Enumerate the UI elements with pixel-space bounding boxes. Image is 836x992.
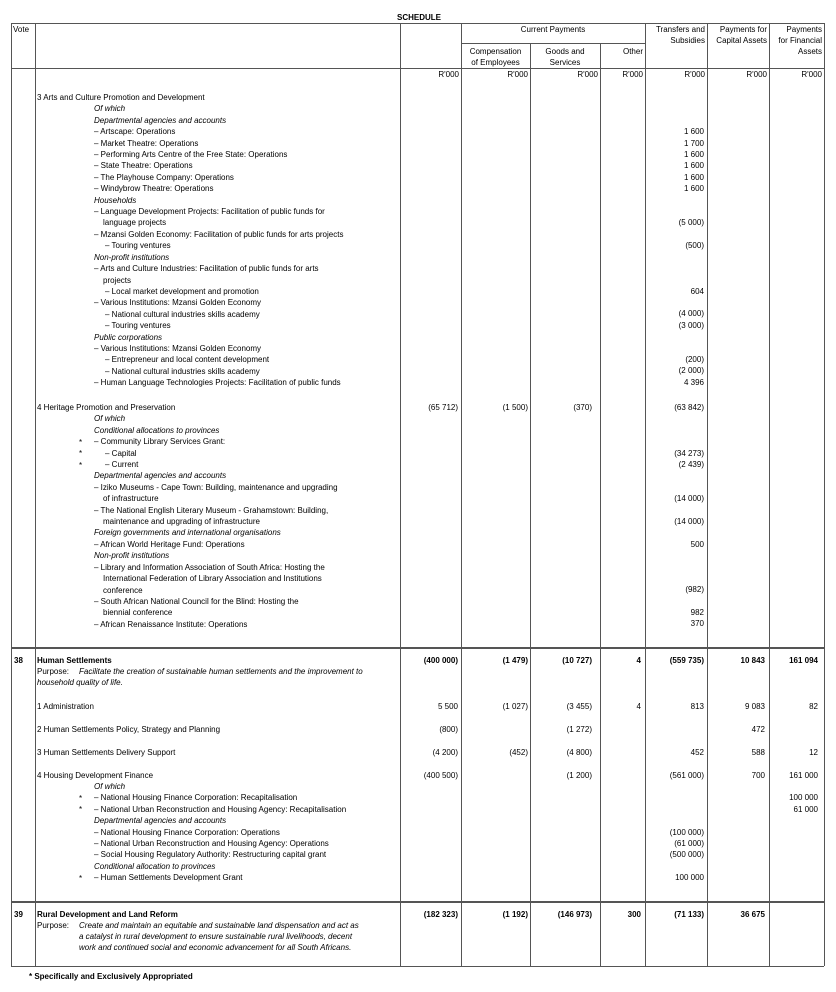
col-line — [707, 23, 708, 966]
section4-total: (65 712) — [428, 403, 458, 412]
line: – Local market development and promotion — [105, 286, 259, 296]
cell: 1 600 — [683, 161, 704, 171]
line: – Library and Information Association of South Africa: Hosting the — [94, 562, 325, 572]
vote38-capital: 10 843 — [740, 656, 765, 665]
cell-compensation: (452) — [509, 748, 528, 757]
col-line — [530, 43, 531, 966]
section3-transfers — [645, 92, 704, 388]
col-line — [461, 23, 462, 966]
cell — [645, 804, 704, 815]
vote38-financial: 161 094 — [789, 656, 818, 665]
cell: 1 600 — [683, 149, 704, 159]
programme-name: 1 Administration — [37, 702, 94, 711]
line: Conditional allocations to provinces — [94, 425, 220, 435]
header-line: Capital Assets — [716, 36, 767, 45]
cell: 1 600 — [683, 184, 704, 194]
cell-compensation: (1 027) — [502, 702, 528, 711]
cell — [645, 470, 704, 481]
vote39-separator — [11, 901, 824, 903]
line: – African World Heritage Fund: Operations — [94, 539, 245, 549]
line: – Mzansi Golden Economy: Facilitation of public funds for arts projects — [94, 229, 344, 239]
cell-financial: 82 — [809, 702, 818, 711]
cell — [645, 229, 704, 240]
line: – Windybrow Theatre: Operations — [94, 184, 214, 194]
cell — [645, 550, 704, 561]
programme-name: 4 Housing Development Finance — [37, 771, 154, 780]
cell: 1 700 — [683, 138, 704, 148]
vote39-other: 300 — [627, 910, 641, 919]
cell: 100 000 — [789, 793, 818, 803]
vote39-number: 39 — [14, 910, 23, 919]
asterisk-marker: * — [79, 449, 83, 458]
line: – African Renaissance Institute: Operations — [94, 619, 248, 629]
line: projects — [103, 275, 132, 285]
vote38-total: (400 000) — [423, 656, 458, 665]
cell-capital: 700 — [751, 771, 765, 780]
cell-goods: (4 800) — [566, 748, 592, 757]
line: – The Playhouse Company: Operations — [94, 172, 234, 182]
line: – Artscape: Operations — [94, 127, 176, 137]
cell — [769, 872, 818, 883]
line: – Iziko Museums - Cape Town: Building, maintenance and upgrading — [94, 482, 338, 492]
section4-compensation: (1 500) — [502, 403, 528, 412]
cell-goods: (3 455) — [566, 702, 592, 711]
cell — [645, 436, 704, 447]
cell — [645, 482, 704, 493]
cell: (2 439) — [678, 459, 704, 469]
line: – National Housing Finance Corporation: Operations — [94, 827, 280, 837]
header-line: Compensation — [469, 47, 522, 56]
cell: (500) — [685, 241, 704, 251]
vote39-goods: (146 973) — [557, 910, 592, 919]
section4-transfers — [645, 402, 704, 630]
cell — [645, 573, 704, 584]
cell-capital: 9 083 — [744, 702, 765, 711]
transfers-header — [645, 24, 705, 46]
vote38-purpose-label: Purpose: — [37, 667, 70, 676]
cell-capital: 588 — [751, 748, 765, 757]
prog4-transfers — [645, 781, 704, 884]
cell-financial: 161 000 — [789, 771, 818, 780]
line: – Market Theatre: Operations — [94, 138, 199, 148]
line: Non-profit institutions — [94, 551, 170, 561]
cell — [645, 815, 704, 826]
line: Non-profit institutions — [94, 252, 170, 262]
cell: (500 000) — [669, 850, 704, 860]
asterisk-marker: * — [79, 461, 83, 470]
cell: 100 000 — [675, 873, 704, 883]
col-line — [400, 23, 401, 966]
line: language projects — [103, 218, 167, 228]
line: – National Housing Finance Corporation: Recapitalisation — [94, 793, 298, 803]
line: – Language Development Projects: Facilitation of public funds for — [94, 207, 325, 217]
line: – Arts and Culture Industries: Facilitation of public funds for arts — [94, 264, 319, 274]
purpose-line: a catalyst in rural development to ensure sustainable rural livelihoods, decent — [79, 932, 353, 941]
line: – Capital — [105, 448, 137, 458]
other-header: Other — [622, 47, 643, 56]
goods-header — [530, 46, 600, 68]
line: – Community Library Services Grant: — [94, 437, 226, 447]
line: of infrastructure — [103, 494, 159, 504]
vote39-purpose — [79, 920, 359, 953]
line: Households — [94, 195, 137, 205]
header-line: Subsidies — [670, 36, 705, 45]
cell — [645, 297, 704, 308]
vote-header: Vote — [13, 25, 30, 34]
vote38-other: 4 — [636, 656, 641, 665]
cell-transfers: 813 — [690, 702, 704, 711]
cell — [645, 561, 704, 572]
prog4-lines — [37, 781, 346, 884]
vote39-compensation: (1 192) — [502, 910, 528, 919]
line: – Human Language Technologies Projects: Facilitation of public funds — [94, 378, 341, 388]
line: Foreign governments and international organisations — [94, 528, 281, 538]
cell — [645, 596, 704, 607]
line: – South African National Council for the Blind: Hosting the — [94, 596, 299, 606]
line: biennial conference — [103, 608, 173, 618]
cell: (14 000) — [674, 494, 704, 504]
cell-capital: 472 — [751, 725, 765, 734]
line: – Touring ventures — [105, 321, 171, 331]
unit-transfers: R'000 — [684, 70, 705, 79]
header-line: Assets — [797, 47, 822, 56]
cell: (3 000) — [678, 320, 704, 330]
cell — [769, 815, 818, 826]
line: – Human Settlements Development Grant — [94, 873, 243, 883]
cell: (4 000) — [678, 309, 704, 319]
vote39-transfers: (71 133) — [674, 910, 704, 919]
vote39-capital: 36 675 — [740, 910, 765, 919]
line: – Entrepreneur and local content development — [105, 355, 270, 365]
asterisk-marker: * — [79, 794, 83, 803]
vote39-purpose-label: Purpose: — [37, 921, 70, 930]
line: conference — [103, 585, 143, 595]
col-line — [11, 23, 12, 966]
cell — [645, 206, 704, 217]
section3-lines — [37, 92, 343, 389]
header-line: Goods and — [545, 47, 585, 56]
vote38-transfers: (559 735) — [669, 656, 704, 665]
cell: (14 000) — [674, 516, 704, 526]
line: Of which — [94, 104, 126, 114]
cell-other: 4 — [636, 702, 641, 711]
cell-goods: (1 200) — [566, 771, 592, 780]
programme-name: 2 Human Settlements Policy, Strategy and Planning — [37, 725, 221, 734]
cell: 1 600 — [683, 172, 704, 182]
unit-other: R'000 — [622, 70, 643, 79]
line: – The National English Literary Museum - Grahamstown: Building, — [94, 505, 329, 515]
line: Of which — [94, 782, 126, 791]
prog4-financial — [769, 781, 818, 884]
purpose-line: household quality of life. — [37, 678, 123, 687]
cell-transfers: (561 000) — [669, 771, 704, 780]
unit-compensation: R'000 — [507, 70, 528, 79]
cell — [645, 527, 704, 538]
cell — [645, 861, 704, 872]
capital-header — [707, 24, 767, 46]
cell — [645, 343, 704, 354]
line: – National Urban Reconstruction and Housing Agency: Operations — [94, 839, 329, 849]
cell: (34 273) — [674, 448, 704, 458]
cell — [645, 331, 704, 342]
cell — [645, 195, 704, 206]
header-line: Payments for — [719, 25, 767, 34]
vote38-number: 38 — [14, 656, 23, 665]
line: – Touring ventures — [105, 241, 171, 251]
cell-financial: 12 — [809, 748, 818, 757]
vote38-compensation: (1 479) — [502, 656, 528, 665]
line: Departmental agencies and accounts — [94, 115, 227, 125]
line: – National cultural industries skills academy — [105, 366, 260, 376]
purpose-line: Facilitate the creation of sustainable human settlements and the improvement to — [79, 667, 363, 676]
col-line — [35, 23, 36, 966]
programme-name: 3 Arts and Culture Promotion and Development — [37, 93, 205, 102]
line: maintenance and upgrading of infrastructure — [103, 517, 260, 527]
cell — [645, 263, 704, 274]
vote38-goods: (10 727) — [562, 656, 592, 665]
cell-total: (4 200) — [432, 748, 458, 757]
cell — [645, 505, 704, 516]
cell: (200) — [685, 354, 704, 364]
current-payments-header: Current Payments — [520, 25, 586, 34]
cell — [769, 861, 818, 872]
cell: 4 396 — [683, 377, 704, 387]
cell — [645, 92, 704, 103]
cell — [645, 115, 704, 126]
line: Departmental agencies and accounts — [94, 471, 227, 481]
cell: 604 — [690, 286, 704, 296]
cell — [769, 849, 818, 860]
cell: (100 000) — [669, 827, 704, 837]
programme-name: 3 Human Settlements Delivery Support — [37, 748, 176, 757]
purpose-line: work and continued social and economic advancement for all South Africans. — [79, 943, 352, 952]
schedule-title: SCHEDULE — [396, 13, 441, 22]
cell — [645, 251, 704, 262]
table-bottom-border — [11, 966, 824, 967]
line: – Current — [105, 460, 139, 470]
header-line: Services — [549, 58, 581, 67]
cell: 1 600 — [683, 127, 704, 137]
cell — [645, 413, 704, 424]
cell-total: 5 500 — [437, 702, 458, 711]
financial-header — [769, 24, 822, 57]
cell: 61 000 — [793, 804, 818, 814]
unit-capital: R'000 — [746, 70, 767, 79]
header-line: Transfers and — [655, 25, 705, 34]
cell — [645, 274, 704, 285]
unit-total: R'000 — [438, 70, 459, 79]
col-line — [824, 23, 825, 966]
line: International Federation of Library Association and Institutions — [103, 574, 322, 584]
vote39-total: (182 323) — [423, 910, 458, 919]
cell: (2 000) — [678, 366, 704, 376]
line: Conditional allocation to provinces — [94, 861, 216, 871]
cell-total: (800) — [439, 725, 458, 734]
unit-goods: R'000 — [577, 70, 598, 79]
header-line: for Financial — [778, 36, 822, 45]
unit-financial: R'000 — [801, 70, 822, 79]
col-line — [600, 43, 601, 966]
cell: (63 842) — [674, 403, 704, 412]
current-payments-divider — [461, 43, 645, 44]
vote38-purpose — [37, 666, 363, 688]
asterisk-marker: * — [79, 438, 83, 447]
header-line: Payments — [786, 25, 822, 34]
cell: (61 000) — [674, 838, 704, 848]
footnote: * Specifically and Exclusively Appropriated — [29, 972, 193, 981]
cell: 982 — [690, 608, 704, 618]
vote39-name: Rural Development and Land Reform — [37, 910, 178, 919]
line: – Social Housing Regulatory Authority: Restructuring capital grant — [94, 850, 327, 860]
vote38-name: Human Settlements — [37, 656, 112, 665]
header-line: of Employees — [471, 58, 520, 67]
cell: 500 — [690, 539, 704, 549]
compensation-header — [461, 46, 530, 68]
section4-goods: (370) — [573, 403, 592, 412]
asterisk-marker: * — [79, 805, 83, 814]
cell — [645, 103, 704, 114]
line: – Various Institutions: Mzansi Golden Economy — [94, 343, 262, 353]
line: Public corporations — [94, 332, 163, 342]
cell — [769, 827, 818, 838]
line: – Various Institutions: Mzansi Golden Economy — [94, 298, 262, 308]
cell-total: (400 500) — [423, 771, 458, 780]
cell — [645, 792, 704, 803]
line: Departmental agencies and accounts — [94, 816, 227, 826]
cell — [769, 781, 818, 792]
line: Of which — [94, 414, 126, 424]
cell-transfers: 452 — [690, 748, 704, 757]
purpose-line: Create and maintain an equitable and sustainable land dispensation and act as — [79, 921, 359, 930]
cell — [645, 781, 704, 792]
line: – National Urban Reconstruction and Housing Agency: Recapitalisation — [94, 804, 347, 814]
asterisk-marker: * — [79, 874, 83, 883]
cell — [769, 838, 818, 849]
line: – State Theatre: Operations — [94, 161, 193, 171]
vote38-separator — [11, 647, 824, 649]
line: – National cultural industries skills academy — [105, 309, 260, 319]
cell: (982) — [685, 585, 704, 595]
cell-goods: (1 272) — [566, 725, 592, 734]
cell: 370 — [690, 619, 704, 629]
cell — [645, 425, 704, 436]
line: – Performing Arts Centre of the Free State: Operations — [94, 150, 288, 160]
programme-name: 4 Heritage Promotion and Preservation — [37, 403, 176, 412]
cell: (5 000) — [678, 218, 704, 228]
